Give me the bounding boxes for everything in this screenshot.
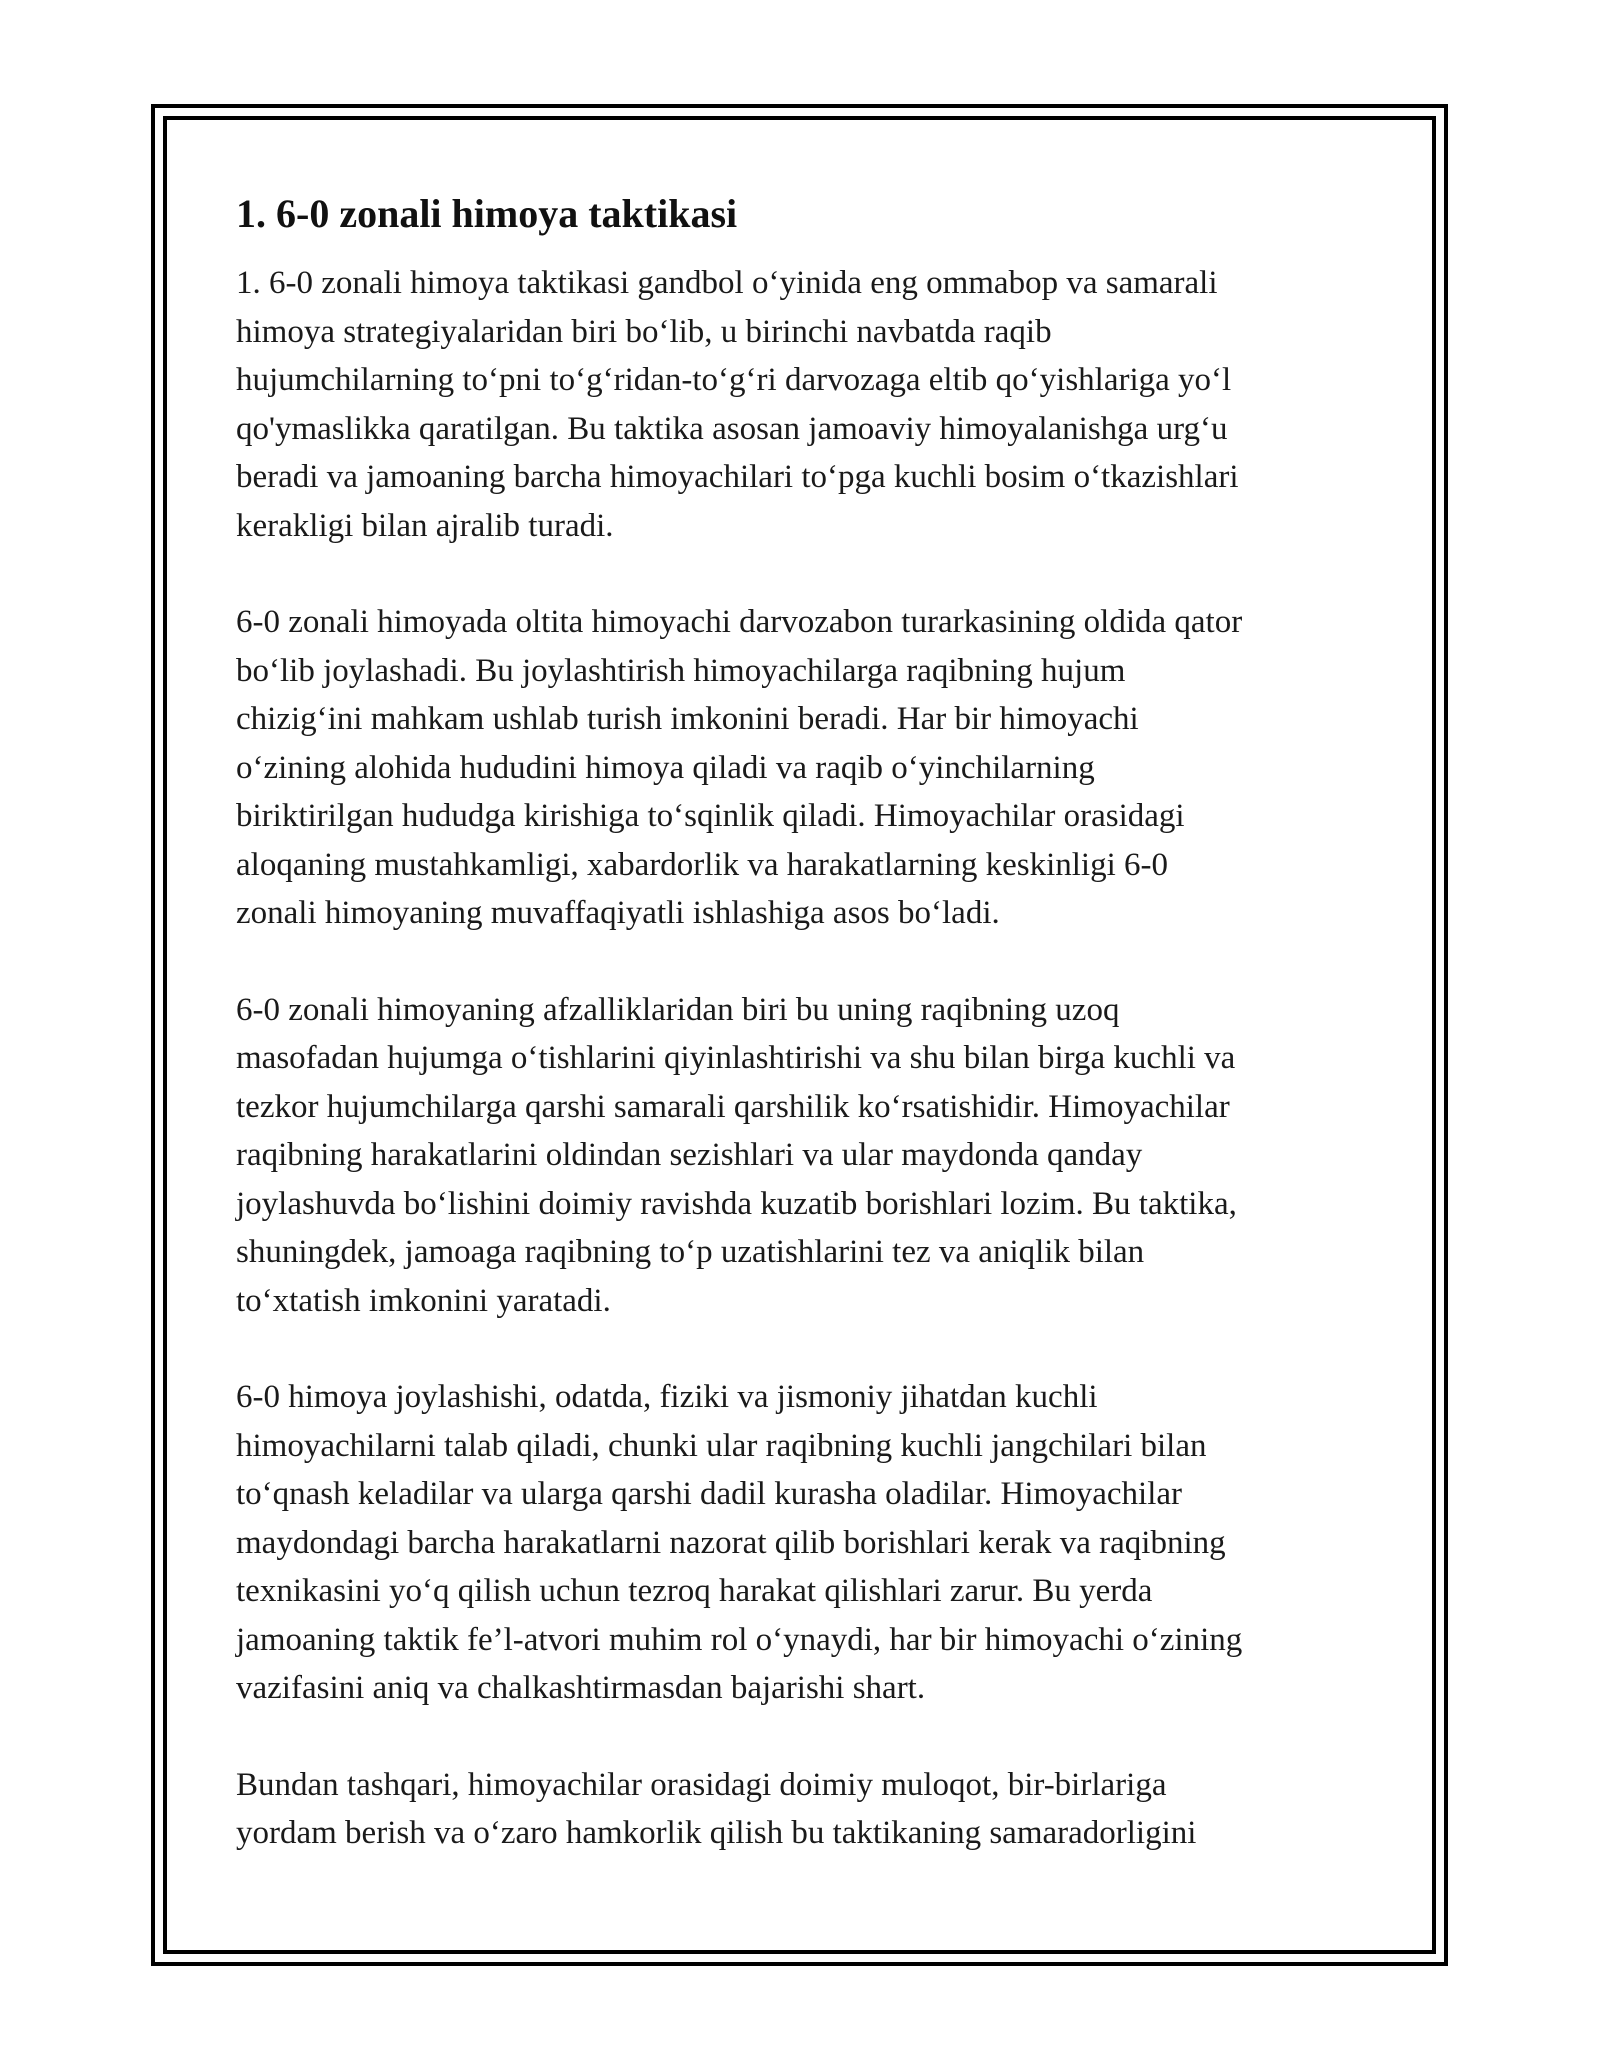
text-line: Bundan tashqari, himoyachilar orasidagi doimiy muloqot, bir-birlariga [236,1766,1167,1803]
text-line: 6-0 zonali himoyaning afzalliklaridan biri bu uning raqibning uzoq [236,991,1120,1028]
text-line: aloqaning mustahkamligi, xabardorlik va harakatlarning keskinligi 6-0 [236,846,1169,883]
document-body [236,189,1366,1906]
text-line: texnikasini yo‘q qilish uchun tezroq harakat qilishlari zarur. Bu yerda [236,1573,1153,1609]
text-line: biriktirilgan hududga kirishiga to‘sqinlik qiladi. Himoyachilar orasidagi [236,798,1185,834]
text-line: beradi va jamoaning barcha himoyachilari to‘pga kuchli bosim o‘tkazishlari [236,459,1239,495]
text-line: raqibning harakatlarini oldindan sezishlari va ular maydonda qanday [236,1137,1143,1173]
text-line: maydondagi barcha harakatlarni nazorat qilib borishlari kerak va raqibning [236,1524,1226,1561]
text-line: to‘xtatish imkonini yaratadi. [236,1282,611,1319]
paragraph-4 [236,1373,1366,1713]
text-line: kerakligi bilan ajralib turadi. [236,507,614,544]
text-line: o‘zining alohida hududini himoya qiladi va raqib o‘yinchilarning [236,749,1095,786]
text-line: to‘qnash keladilar va ularga qarshi dadil kurasha oladilar. Himoyachilar [236,1476,1182,1512]
text-line: hujumchilarning to‘pni to‘g‘ridan-to‘g‘ri darvozaga eltib qo‘yishlariga yo‘l [236,362,1232,398]
paragraph-5 [236,1761,1366,1858]
text-line: qo'ymaslikka qaratilgan. Bu taktika asosan jamoaviy himoyalanishga urg‘u [236,410,1228,447]
text-line: 6-0 himoya joylashishi, odatda, fiziki va jismoniy jihatdan kuchli [236,1379,1098,1415]
text-line: chizig‘ini mahkam ushlab turish imkonini beradi. Har bir himoyachi [236,701,1139,737]
text-line: 1. 6-0 zonali himoya taktikasi gandbol o‘yinida eng ommabop va samarali [236,265,1218,301]
text-line: zonali himoyaning muvaffaqiyatli ishlashiga asos bo‘ladi. [236,895,1000,931]
text-line: himoya strategiyalaridan biri bo‘lib, u birinchi navbatda raqib [236,313,1052,350]
paragraph-2 [236,598,1366,938]
text-line: 6-0 zonali himoyada oltita himoyachi darvozabon turarkasining oldida qator [236,604,1243,640]
text-line: himoyachilarni talab qiladi, chunki ular raqibning kuchli jangchilari bilan [236,1427,1207,1464]
text-line: masofadan hujumga o‘tishlarini qiyinlashtirishi va shu bilan birga kuchli va [236,1040,1236,1076]
text-line: shuningdek, jamoaga raqibning to‘p uzatishlarini tez va aniqlik bilan [236,1234,1145,1270]
text-line: joylashuvda bo‘lishini doimiy ravishda kuzatib borishlari lozim. Bu taktika, [236,1185,1237,1222]
text-line: vazifasini aniq va chalkashtirmasdan bajarishi shart. [236,1670,926,1706]
text-line: yordam berish va o‘zaro hamkorlik qilish bu taktikaning samaradorligini [236,1815,1197,1851]
text-line: bo‘lib joylashadi. Bu joylashtirish himoyachilarga raqibning hujum [236,652,1126,689]
paragraph-1 [236,259,1366,550]
paragraph-3 [236,986,1366,1326]
text-line: tezkor hujumchilarga qarshi samarali qarshilik ko‘rsatishidir. Himoyachilar [236,1088,1230,1125]
text-line: jamoaning taktik fe’l-atvori muhim rol o‘ynaydi, har bir himoyachi o‘zining [236,1621,1243,1658]
section-title: 1. 6-0 zonali himoya taktikasi [236,191,738,236]
